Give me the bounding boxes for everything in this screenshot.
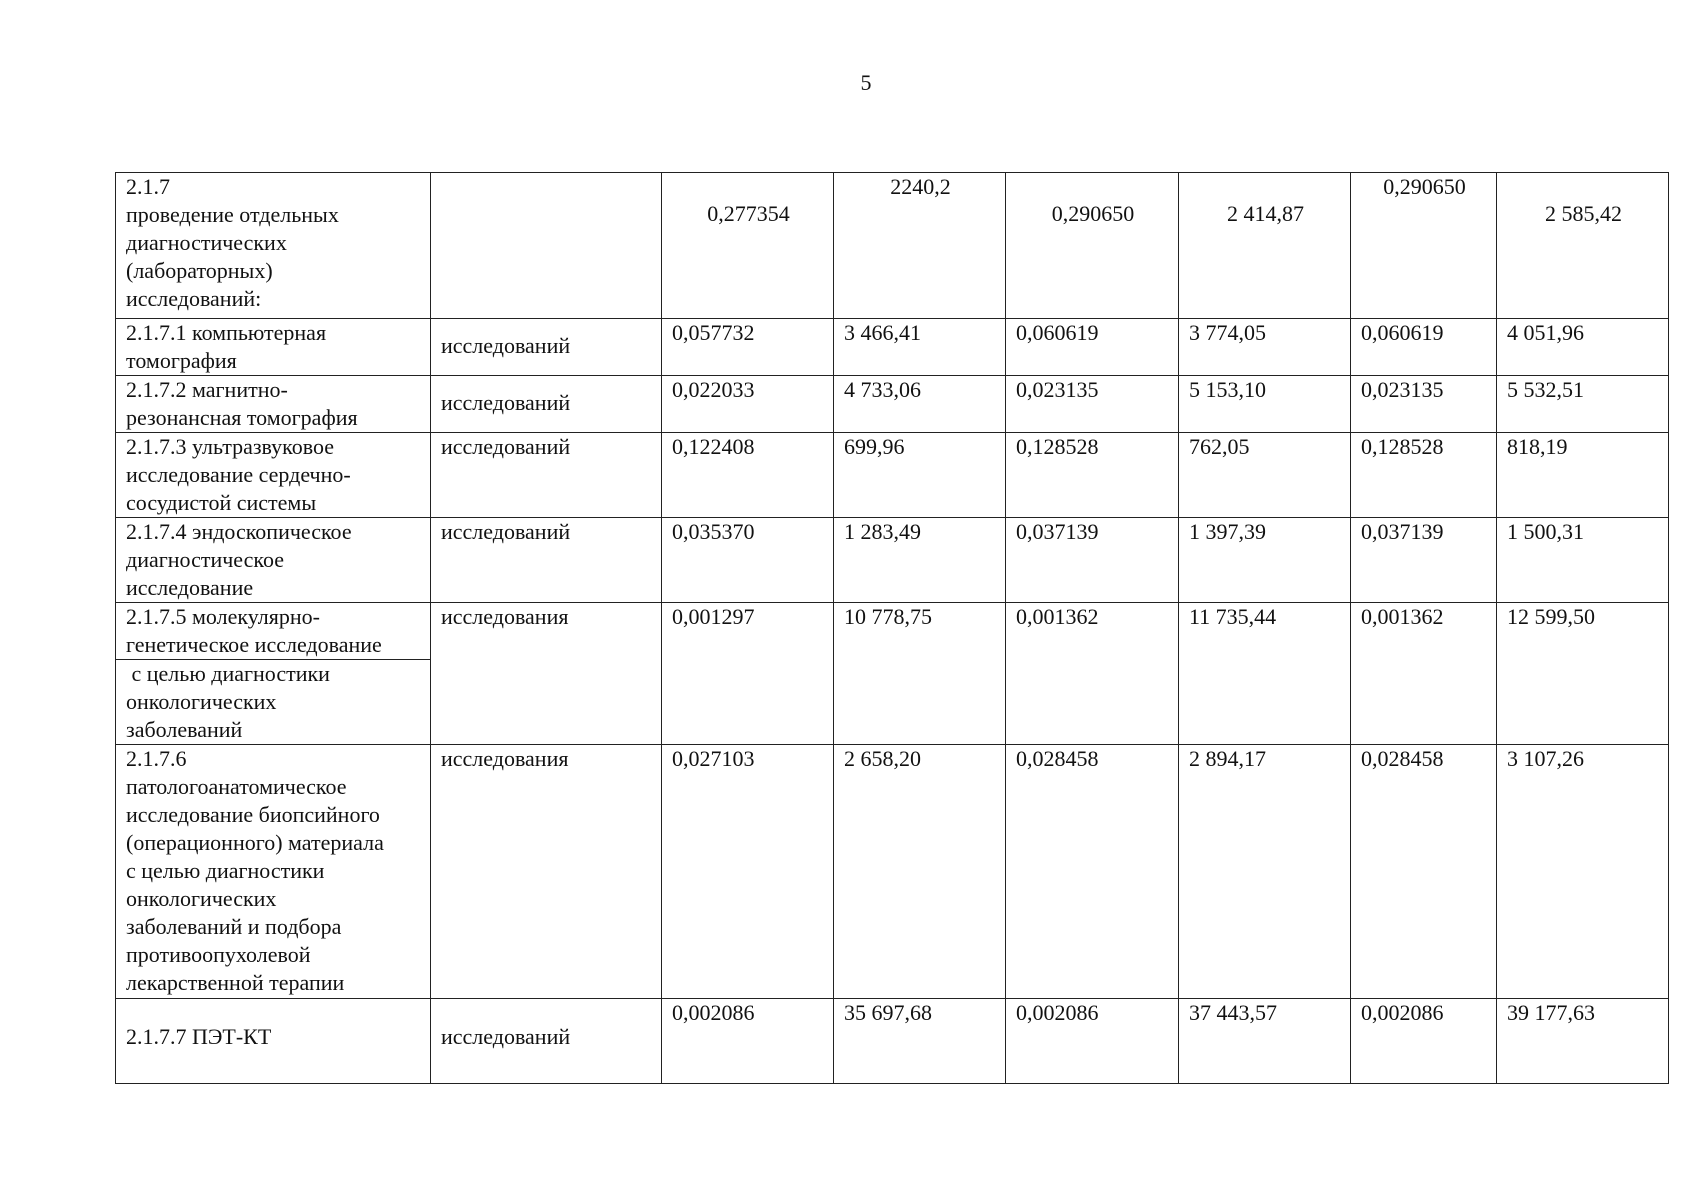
row-name-line: 2.1.7.5 молекулярно- (126, 604, 320, 629)
row-name-line: 2.1.7 (126, 174, 170, 199)
row-name-line: 2.1.7.4 эндоскопическое (126, 519, 352, 544)
row-name-line: заболеваний (126, 717, 243, 742)
row-name-cell (116, 745, 431, 999)
table-row-2-1-7-2 (116, 376, 1669, 433)
value-cell: 0,027103 (662, 745, 834, 999)
row-name-line: лекарственной терапии (126, 970, 345, 995)
unit-cell (431, 173, 662, 319)
table-row-2-1-7 (116, 173, 1669, 319)
row-name-line: диагностическое (126, 547, 284, 572)
value-cell: 1 397,39 (1179, 518, 1351, 603)
row-name-line: онкологических (126, 689, 277, 714)
value-cell: 1 500,31 (1497, 518, 1669, 603)
unit-cell: исследования (431, 745, 662, 999)
value-cell: 0,022033 (662, 376, 834, 433)
value-cell: 0,037139 (1351, 518, 1497, 603)
table-row-2-1-7-7 (116, 999, 1669, 1084)
value-cell: 762,05 (1179, 433, 1351, 518)
value-cell: 0,002086 (1006, 999, 1179, 1084)
row-name-cell (116, 433, 431, 518)
unit-cell: исследования (431, 603, 662, 745)
row-name-line: резонансная томография (126, 405, 358, 430)
value-cell: 4 051,96 (1497, 319, 1669, 376)
value-cell: 0,060619 (1351, 319, 1497, 376)
row-name-line: 2.1.7.2 магнитно- (126, 377, 288, 402)
value-cell: 37 443,57 (1179, 999, 1351, 1084)
value-cell: 11 735,44 (1179, 603, 1351, 745)
row-name-line: (лабораторных) (126, 258, 273, 283)
value-text: 0,277354 (707, 201, 790, 226)
value-cell: 10 778,75 (834, 603, 1006, 745)
row-name-line: сосудистой системы (126, 490, 317, 515)
row-name-line: 2.1.7.6 (126, 746, 187, 771)
row-name-line: противоопухолевой (126, 942, 311, 967)
value-cell (1351, 173, 1497, 319)
row-name-bottom (126, 660, 422, 744)
row-name-cell (116, 173, 431, 319)
row-name-top (126, 603, 422, 659)
unit-text: исследований (441, 1024, 571, 1049)
value-cell: 1 283,49 (834, 518, 1006, 603)
row-name-line: диагностических (126, 230, 287, 255)
value-cell: 35 697,68 (834, 999, 1006, 1084)
unit-cell (431, 376, 662, 433)
value-cell: 5 153,10 (1179, 376, 1351, 433)
row-name-cell (116, 603, 431, 745)
table-row-2-1-7-4 (116, 518, 1669, 603)
row-name-line: исследований: (126, 286, 262, 311)
table-row-2-1-7-6 (116, 745, 1669, 999)
row-name-line: онкологических (126, 886, 277, 911)
value-cell: 0,002086 (1351, 999, 1497, 1084)
value-cell: 0,023135 (1006, 376, 1179, 433)
value-cell: 0,035370 (662, 518, 834, 603)
tariff-table (115, 172, 1669, 1084)
value-cell: 0,122408 (662, 433, 834, 518)
table-row-2-1-7-1 (116, 319, 1669, 376)
value-cell: 3 107,26 (1497, 745, 1669, 999)
value-cell (1497, 173, 1669, 319)
value-cell: 2 658,20 (834, 745, 1006, 999)
value-cell: 0,028458 (1006, 745, 1179, 999)
value-cell: 0,001297 (662, 603, 834, 745)
row-name-line: заболеваний и подбора (126, 914, 342, 939)
row-name-cell (116, 319, 431, 376)
value-cell: 0,060619 (1006, 319, 1179, 376)
row-name-line: 2.1.7.1 компьютерная (126, 320, 327, 345)
value-cell (662, 173, 834, 319)
value-cell: 818,19 (1497, 433, 1669, 518)
row-name-line: (операционного) материала (126, 830, 384, 855)
value-cell: 0,037139 (1006, 518, 1179, 603)
unit-cell: исследований (431, 518, 662, 603)
row-name-cell (116, 518, 431, 603)
value-cell: 39 177,63 (1497, 999, 1669, 1084)
value-cell: 0,057732 (662, 319, 834, 376)
row-name-line: исследование (126, 575, 254, 600)
row-name-line: с целью диагностики (126, 858, 325, 883)
value-text: 2240,2 (890, 174, 951, 199)
value-cell: 5 532,51 (1497, 376, 1669, 433)
unit-cell: исследований (431, 433, 662, 518)
value-cell: 0,023135 (1351, 376, 1497, 433)
value-cell: 12 599,50 (1497, 603, 1669, 745)
value-cell: 0,028458 (1351, 745, 1497, 999)
value-text: 0,290650 (1051, 201, 1135, 226)
value-cell: 4 733,06 (834, 376, 1006, 433)
unit-cell (431, 319, 662, 376)
row-name-line: генетическое исследование (126, 632, 382, 657)
value-text: 0,290650 (1383, 174, 1466, 199)
row-name-line: патологоанатомическое (126, 774, 347, 799)
row-name-cell (116, 999, 431, 1084)
value-cell: 3 774,05 (1179, 319, 1351, 376)
value-cell (834, 173, 1006, 319)
row-name-line: исследование биопсийного (126, 802, 380, 827)
row-name-line: исследование сердечно- (126, 462, 351, 487)
value-cell (1179, 173, 1351, 319)
value-cell: 0,128528 (1351, 433, 1497, 518)
row-name-line: томография (126, 348, 237, 373)
row-name-line: с целью диагностики (126, 661, 330, 686)
value-cell: 3 466,41 (834, 319, 1006, 376)
value-cell: 0,001362 (1006, 603, 1179, 745)
unit-text: исследований (441, 390, 571, 415)
value-text: 2 585,42 (1545, 201, 1622, 226)
unit-text: исследований (441, 333, 571, 358)
value-cell: 0,001362 (1351, 603, 1497, 745)
table-row-2-1-7-3 (116, 433, 1669, 518)
value-cell: 699,96 (834, 433, 1006, 518)
table-row-2-1-7-5 (116, 603, 1669, 745)
value-cell: 0,002086 (662, 999, 834, 1084)
row-name-line: 2.1.7.7 ПЭТ-КТ (126, 1024, 272, 1049)
value-cell (1006, 173, 1179, 319)
value-text: 2 414,87 (1227, 201, 1304, 226)
value-cell: 2 894,17 (1179, 745, 1351, 999)
row-name-cell (116, 376, 431, 433)
value-cell: 0,128528 (1006, 433, 1179, 518)
row-name-line: проведение отдельных (126, 202, 339, 227)
row-name-line: 2.1.7.3 ультразвуковое (126, 434, 335, 459)
page-number: 5 (860, 70, 872, 95)
unit-cell (431, 999, 662, 1084)
